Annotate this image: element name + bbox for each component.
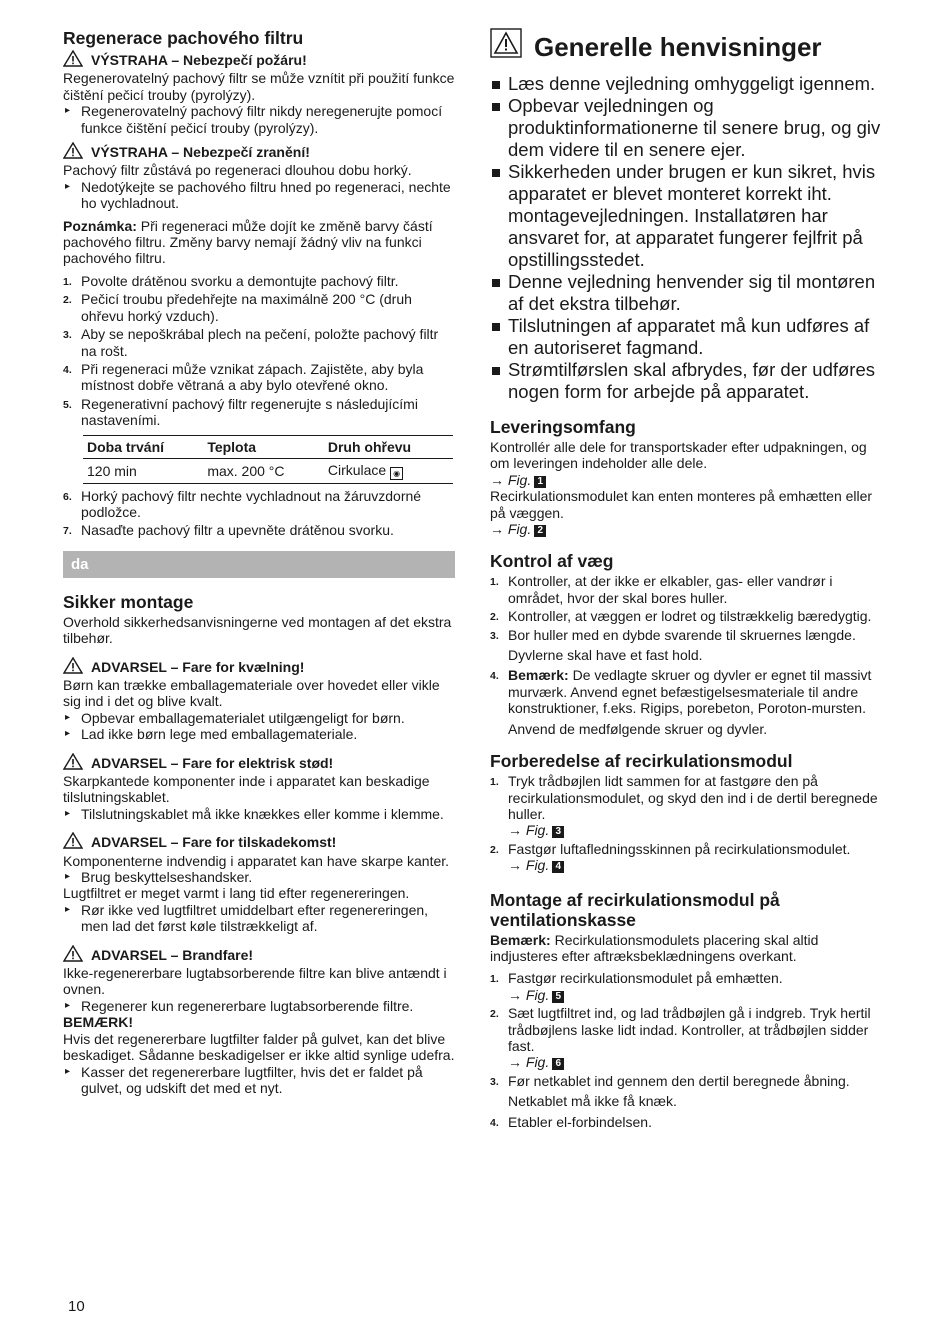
figure-reference: → Fig. 6 bbox=[508, 1054, 882, 1070]
warning-title: ADVARSEL – Fare for tilskadekomst! bbox=[91, 834, 337, 851]
table-row: 120 min max. 200 °C Cirkulace ◉ bbox=[83, 458, 453, 483]
figure-reference: → Fig. 2 bbox=[490, 521, 882, 537]
warning-title: ADVARSEL – Fare for kvælning! bbox=[91, 658, 305, 675]
warning-text: Ikke-regenererbare lugtabsorberende filtre kan blive antændt i ovnen. bbox=[63, 965, 447, 998]
steps-list bbox=[490, 970, 882, 1089]
section-title-regenerace: Regenerace pachového filtru bbox=[63, 28, 304, 48]
settings-table bbox=[83, 435, 453, 484]
warning-bullet: ▸ Rør ikke ved lugtfiltret umiddelbart efter regenereringen, men lad det først køle tilstrækkeligt af. bbox=[63, 902, 455, 935]
steps-list bbox=[63, 273, 455, 429]
step-result: Dyvlerne skal have et fast hold. bbox=[508, 647, 703, 664]
warning-bullet: ▸ Brug beskyttelseshandsker. bbox=[63, 869, 455, 885]
section-title-kontrol: Kontrol af væg bbox=[490, 551, 614, 572]
section-title-forberedelse: Forberedelse af recirkulationsmodul bbox=[490, 751, 793, 772]
warning-injury-da bbox=[63, 832, 455, 852]
table-header: Druh ohřevu bbox=[324, 435, 453, 458]
warning-fire bbox=[63, 50, 455, 70]
list-item: 4. Etabler el-forbindelsen. bbox=[490, 1113, 652, 1130]
warning-title: ADVARSEL – Brandfare! bbox=[91, 946, 254, 963]
body-text: Kontrollér alle dele for transportskader efter udpakningen, og om leveringen indeholder alle dele. bbox=[490, 439, 867, 472]
figure-reference: → Fig. 1 bbox=[490, 472, 882, 488]
left-column bbox=[63, 28, 455, 1096]
warning-injury bbox=[63, 142, 455, 162]
intro-text: Overhold sikkerhedsanvisningerne ved montagen af det ekstra tilbehør. bbox=[63, 613, 452, 647]
list-item: 3. Før netkablet ind gennem den dertil beregnede åbning. bbox=[490, 1072, 850, 1089]
right-column bbox=[490, 28, 882, 1132]
warning-text: Skarpkantede komponenter inde i apparatet kan beskadige tilslutningskablet. bbox=[63, 773, 430, 806]
list-item: 4. Bemærk: De vedlagte skruer og dyvler er egnet til massivt murværk. Anvend egnet befæstigelsesmateriale til andre konstruktioner, f.eks. Rigips, porebeton, Poroton-mursten. bbox=[490, 667, 872, 717]
figure-reference: → Fig. 4 bbox=[508, 857, 882, 873]
general-list bbox=[490, 73, 882, 403]
table-header: Teplota bbox=[203, 435, 324, 458]
notice-bullet: ▸ Kasser det regenererbare lugtfilter, hvis det er faldet på gulvet, og udskift det med et nyt. bbox=[63, 1064, 455, 1097]
list-item: Strømtilførslen skal afbrydes, før der udføres nogen form for arbejde på apparatet. bbox=[490, 359, 882, 403]
notice-text: Hvis det regenererbare lugtfilter falder på gulvet, kan det blive beskadiget. Sådanne beskadigelser er ikke altid synlige udefra. bbox=[63, 1030, 455, 1064]
step-result: Netkablet må ikke få knæk. bbox=[508, 1093, 677, 1110]
list-item: Denne vejledning henvender sig til montøren af det ekstra tilbehør. bbox=[490, 271, 882, 315]
list-item: 2. Sæt lugtfiltret ind, og lad trådbøjlen gå i indgreb. Tryk hertil trådbøjlens laske lidt indad. Kontroller, at trådbøjlen sidder fast. → Fig. 6 bbox=[490, 1005, 882, 1071]
warning-triangle-icon bbox=[63, 945, 83, 965]
hot-air-icon: ◉ bbox=[390, 467, 403, 480]
note: Bemærk: Recirkulationsmodulets placering skal altid indjusteres efter aftræksbeklædningens overkant. bbox=[490, 931, 819, 964]
warning-triangle-icon bbox=[63, 50, 83, 70]
section-title-sikker-montage: Sikker montage bbox=[63, 591, 194, 612]
warning-fire-da bbox=[63, 945, 455, 965]
figure-reference: → Fig. 5 bbox=[508, 987, 882, 1003]
warning-text: Regenerovatelný pachový filtr se může vznítit při použití funkce čištění pečicí trouby (pyrolýzy). bbox=[63, 70, 455, 103]
steps-list bbox=[490, 667, 882, 716]
warning-triangle-icon bbox=[490, 28, 522, 65]
warning-bullet: ▸ Lad ikke børn lege med emballagemateriale. bbox=[63, 726, 455, 742]
warning-title: VÝSTRAHA – Nebezpečí zranění! bbox=[91, 144, 310, 161]
steps-list bbox=[63, 488, 455, 539]
step-result: Anvend de medfølgende skruer og dyvler. bbox=[508, 720, 768, 737]
section-title-montage: Montage af recirkulationsmodul på ventilationskasse bbox=[490, 889, 780, 930]
list-item: Tilslutningen af apparatet må kun udføres af en autoriseret fagmand. bbox=[490, 315, 882, 359]
language-bar: da bbox=[63, 551, 455, 578]
warning-triangle-icon bbox=[63, 832, 83, 852]
list-item: 3. Bor huller med en dybde svarende til skruernes længde. bbox=[490, 626, 856, 643]
main-title: Generelle henvisninger bbox=[490, 28, 882, 65]
list-item: 5. Regenerativní pachový filtr regenerujte s následujícími nastaveními. bbox=[63, 395, 418, 429]
warning-suffocation bbox=[63, 657, 455, 677]
warning-text: Lugtfiltret er meget varmt i lang tid efter regenereringen. bbox=[63, 885, 410, 902]
warning-bullet: ▸ Nedotýkejte se pachového filtru hned po regeneraci, nechte ho vychladnout. bbox=[63, 179, 455, 212]
warning-bullet: ▸ Opbevar emballagematerialet utilgængeligt for børn. bbox=[63, 710, 455, 726]
list-item: 2. Kontroller, at væggen er lodret og tilstrækkelig bæredygtig. bbox=[490, 608, 872, 625]
figure-reference: → Fig. 3 bbox=[508, 822, 882, 838]
steps-list bbox=[490, 773, 882, 873]
warning-text: Komponenterne indvendig i apparatet kan have skarpe kanter. bbox=[63, 852, 450, 869]
page-number: 10 bbox=[68, 1298, 85, 1315]
warning-bullet: ▸ Tilslutningskablet må ikke knækkes eller komme i klemme. bbox=[63, 806, 455, 822]
warning-bullet: ▸ Regenerovatelný pachový filtr nikdy neregenerujte pomocí funkce čištění pečicí trouby (pyrolýzy). bbox=[63, 103, 455, 136]
list-item: 7. Nasaďte pachový filtr a upevněte drátěnou svorku. bbox=[63, 522, 394, 539]
warning-electric bbox=[63, 753, 455, 773]
steps-list bbox=[490, 1114, 882, 1130]
list-item: Opbevar vejledningen og produktinformationerne til senere brug, og giv dem videre til en senere ejer. bbox=[490, 95, 882, 161]
note-text: Při regeneraci může dojít ke změně barvy částí pachového filtru. Změny barvy nemají žádný vliv na funkci pachového filtru. bbox=[63, 217, 433, 267]
list-item: 2. Pečicí troubu předehřejte na maximálně 200 °C (druh ohřevu horký vzduch). bbox=[63, 291, 412, 324]
warning-triangle-icon bbox=[63, 657, 83, 677]
warning-triangle-icon bbox=[63, 753, 83, 773]
list-item: 6. Horký pachový filtr nechte vychladnout na žáruvzdorné podložce. bbox=[63, 487, 422, 520]
warning-title: VÝSTRAHA – Nebezpečí požáru! bbox=[91, 52, 307, 68]
warning-title: ADVARSEL – Fare for elektrisk stød! bbox=[91, 754, 334, 771]
warning-triangle-icon bbox=[63, 142, 83, 162]
list-item: 3. Aby se nepoškrábal plech na pečení, položte pachový filtr na rošt. bbox=[63, 326, 439, 359]
warning-text: Børn kan trække emballagemateriale over hovedet eller vikle sig ind i det og blive kvalt. bbox=[63, 676, 440, 710]
list-item: 4. Při regeneraci může vznikat zápach. Zajistěte, aby byla místnost dobře větraná a aby bylo otevřené okno. bbox=[63, 360, 424, 394]
table-header: Doba trvání bbox=[83, 435, 203, 458]
notice-label: BEMÆRK! bbox=[63, 1014, 133, 1031]
list-item: Sikkerheden under brugen er kun sikret, hvis apparatet er blevet monteret korrekt iht. montagevejledningen. Installatøren har ansvaret for, at apparatet fungerer fejlfrit på opstillingsstedet. bbox=[490, 161, 882, 271]
section-title-leveringsomfang: Leveringsomfang bbox=[490, 417, 636, 437]
note-label: Poznámka: bbox=[63, 217, 137, 234]
body-text: Recirkulationsmodulet kan enten monteres på emhætten eller på væggen. bbox=[490, 488, 873, 521]
list-item: 2. Fastgør luftafledningsskinnen på recirkulationsmodulet. → Fig. 4 bbox=[490, 841, 882, 874]
list-item: 1. Kontroller, at der ikke er elkabler, gas- eller vandrør i området, hvor der skal bores huller. bbox=[490, 573, 833, 606]
list-item: 1. Povolte drátěnou svorku a demontujte pachový filtr. bbox=[63, 272, 399, 289]
warning-text: Pachový filtr zůstává po regeneraci dlouhou dobu horký. bbox=[63, 162, 412, 179]
warning-bullet: ▸ Regenerer kun regenererbare lugtabsorberende filtre. bbox=[63, 998, 455, 1014]
list-item: 1. Fastgør recirkulationsmodulet på emhætten. → Fig. 5 bbox=[490, 970, 882, 1003]
steps-list bbox=[490, 573, 882, 643]
note bbox=[63, 218, 455, 267]
list-item: Læs denne vejledning omhyggeligt igennem. bbox=[490, 73, 882, 95]
list-item: 1. Tryk trådbøjlen lidt sammen for at fastgøre den på recirkulationsmodulet, og skyd den ind i de dertil beregnede huller. → Fig. 3 bbox=[490, 773, 882, 839]
